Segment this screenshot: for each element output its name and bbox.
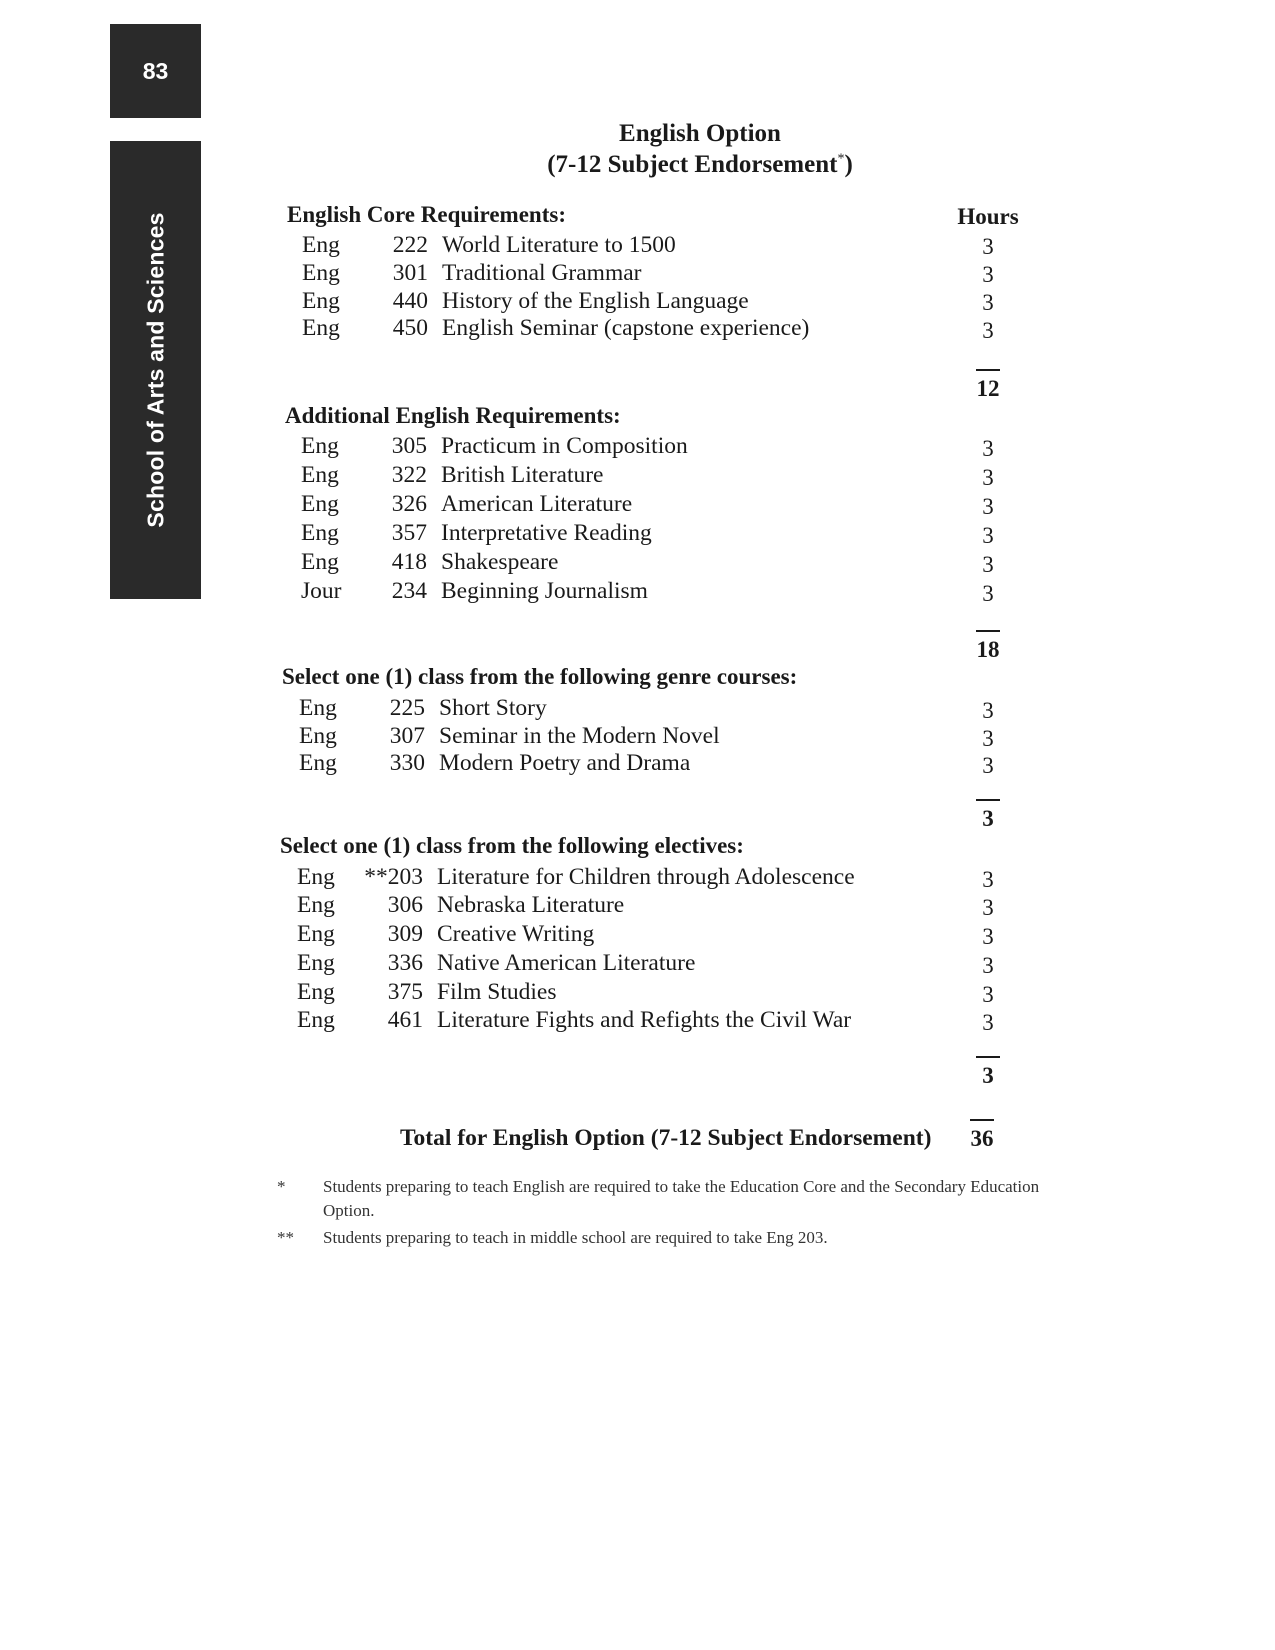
subtotal: 12 (968, 375, 1008, 403)
page-number: 83 (142, 57, 169, 84)
course-hours: 3 (982, 698, 994, 723)
course-hours: 3 (982, 552, 994, 577)
page-number-tab (110, 24, 201, 118)
course-hours: 3 (982, 924, 994, 949)
course-hours: 3 (982, 953, 994, 978)
subtotal: 3 (968, 1062, 1008, 1090)
course-hours: 3 (982, 290, 994, 315)
section-heading-genre: Select one (1) class from the following genre courses: (282, 664, 798, 689)
course-hours: 3 (982, 436, 994, 461)
course-hours: 3 (982, 262, 994, 287)
page-subtitle: (7-12 Subject Endorsement*) (547, 151, 853, 178)
section-heading-additional: Additional English Requirements: (285, 403, 621, 428)
footnote-mark: * (277, 1177, 286, 1196)
course-hours: 3 (982, 726, 994, 751)
course-hours: 3 (982, 318, 994, 343)
course-hours: 3 (982, 867, 994, 892)
subtotal: 3 (968, 805, 1008, 833)
section-heading-electives: Select one (1) class from the following electives: (280, 833, 744, 858)
subtotal: 18 (968, 636, 1008, 664)
asterisk-mark: * (837, 151, 845, 167)
section-tab (110, 141, 201, 599)
course-hours: 3 (982, 1010, 994, 1035)
footnote-mark: ** (277, 1228, 294, 1247)
footnote (277, 1175, 1077, 1225)
course-hours: 3 (982, 523, 994, 548)
page-title: English Option (619, 120, 781, 147)
total-value: 36 (962, 1125, 1002, 1153)
course-hours: 3 (982, 982, 994, 1007)
course-hours: 3 (982, 234, 994, 259)
footnote-text: Students preparing to teach in middle school are required to take Eng 203. (323, 1228, 828, 1247)
course-hours: 3 (982, 494, 994, 519)
hours-column-header: Hours (957, 204, 1019, 229)
course-hours: 3 (982, 753, 994, 778)
course-hours: 3 (982, 895, 994, 920)
total-label: Total for English Option (7-12 Subject Endorsement) (400, 1125, 932, 1151)
section-heading-core: English Core Requirements: (287, 202, 566, 227)
section-tab-label: School of Arts and Sciences (142, 212, 168, 528)
course-hours: 3 (982, 581, 994, 606)
course-hours: 3 (982, 465, 994, 490)
footnote-text: Students preparing to teach English are required to take the Education Core and the Secondary Education Option. (323, 1177, 1040, 1220)
footnote (277, 1226, 1077, 1252)
